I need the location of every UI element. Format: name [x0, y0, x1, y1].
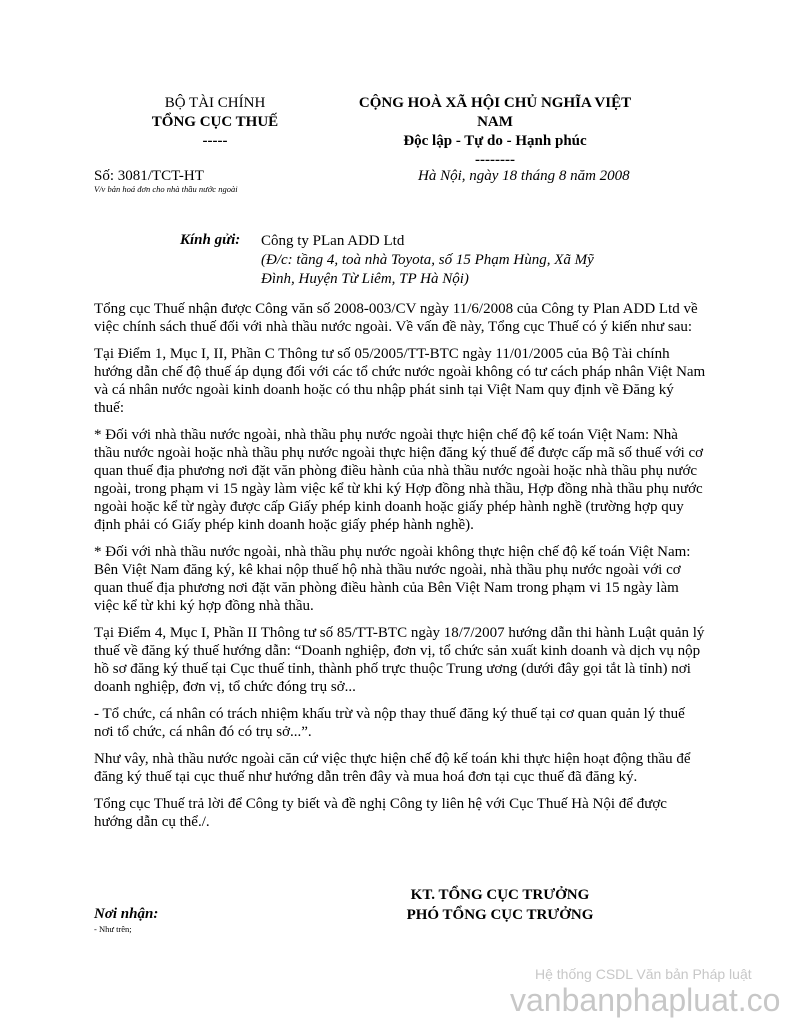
- recipients-item: - Như trên;: [94, 924, 132, 934]
- body-paragraph-conclusion: Như vây, nhà thầu nước ngoài căn cứ việc thực hiện chế độ kế toán khi thực hiện hoạt động thầu để đăng ký thuế tại cục thuế như hướng dẫn trên đây và mua hoá đơn tại cục thuế đã đăng ký.: [94, 751, 691, 785]
- body-paragraph-intro: Tổng cục Thuế nhận được Công văn số 2008-003/CV ngày 11/6/2008 của Công ty Plan ADD Ltd về việc chính sách thuế đối với nhà thầu nước ngoài. Về vấn đề này, Tổng cục Thuế có ý kiến như sau:: [94, 301, 698, 335]
- country-name-line2: NAM: [477, 114, 513, 130]
- recipient-label: Kính gửi:: [180, 232, 241, 248]
- body-paragraph-non-vas-contractors: * Đối với nhà thầu nước ngoài, nhà thầu phụ nước ngoài không thực hiện chế độ kế toán Việt Nam: Bên Việt Nam đăng ký, kê khai nộp thuế hộ nhà thầu nước ngoài, nhà thầu phụ nước ngoài với cơ quan thuế địa phương nơi đặt văn phòng điều hành của Bên Việt Nam trong phạm vi 15 ngày làm việc kể từ khi ký hợp đồng nhà thầu.: [94, 544, 691, 614]
- document-number: Số: 3081/TCT-HT: [94, 168, 204, 184]
- recipient-block: [261, 232, 621, 289]
- body-paragraph-vas-contractors: * Đối với nhà thầu nước ngoài, nhà thầu phụ nước ngoài thực hiện chế độ kế toán Việt Nam: Nhà thầu nước ngoài hoặc nhà thầu phụ nước ngoài thực hiện đăng ký thuế để được cấp mã số thuế với cơ quan thuế địa phương nơi đặt văn phòng điều hành của nhà thầu nước ngoài hoặc nhà thầu phụ nước ngoài, trong phạm vi 15 ngày làm việc kể từ khi ký Hợp đồng nhà thầu, Hợp đồng nhà thầu phụ nước ngoài hoặc kể từ ngày được cấp Giấy phép kinh doanh hoặc giấy phép hành nghề (trường hợp quy định phải có Giấy phép kinh doanh hoặc giấy phép hành nghề).: [94, 427, 704, 533]
- national-motto: Độc lập - Tự do - Hạnh phúc: [403, 133, 587, 149]
- ministry-name: BỘ TÀI CHÍNH: [164, 95, 266, 111]
- recipient-address: (Đ/c: tầng 4, toà nhà Toyota, số 15 Phạm Hùng, Xã Mỹ Đình, Huyện Từ Liêm, TP Hà Nội): [261, 252, 594, 287]
- body-paragraph-withholding: - Tổ chức, cá nhân có trách nhiệm khấu trừ và nộp thay thuế đăng ký thuế tại cơ quan quản lý thuế nơi tổ chức, cá nhân đó có trụ sở...”.: [94, 706, 685, 740]
- watermark-caption: Hệ thống CSDL Văn bản Pháp luật: [535, 966, 752, 982]
- recipients-label: Nơi nhận:: [94, 906, 159, 922]
- body-paragraph-closing: Tổng cục Thuế trả lời để Công ty biết và đề nghị Công ty liên hệ với Cục Thuế Hà Nội để được hướng dẫn cụ thể./.: [94, 796, 667, 830]
- national-header: [330, 94, 660, 170]
- signer-title-line1: KT. TỔNG CỤC TRƯỞNG: [410, 887, 590, 903]
- body-paragraph-circular-05: Tại Điểm 1, Mục I, II, Phần C Thông tư số 05/2005/TT-BTC ngày 11/01/2005 của Bộ Tài chính hướng dẫn chế độ thuế áp dụng đối với các tổ chức nước ngoài không có tư cách pháp nhân Việt Nam và cá nhân nước ngoài kinh doanh hoặc có thu nhập phát sinh tại Việt Nam quy định về Đăng ký thuế:: [94, 346, 706, 416]
- signer-title-line2: PHÓ TỔNG CỤC TRƯỞNG: [406, 907, 594, 923]
- motto-separator: --------: [475, 152, 515, 168]
- issuer-separator: -----: [202, 133, 228, 149]
- signature-block: [380, 885, 620, 925]
- country-name-line1: CỘNG HOÀ XÃ HỘI CHỦ NGHĨA VIỆT: [358, 95, 632, 111]
- letter-body: [94, 300, 706, 840]
- department-name: TỔNG CỤC THUẾ: [151, 114, 279, 130]
- recipient-name: Công ty PLan ADD Ltd: [261, 233, 405, 249]
- watermark-site: vanbanphapluat.co: [510, 982, 781, 1018]
- issuer-block: [110, 94, 320, 151]
- body-paragraph-circular-85: Tại Điểm 4, Mục I, Phần II Thông tư số 85/TT-BTC ngày 18/7/2007 hướng dẫn thi hành Luật quản lý thuế về đăng ký thuế hướng dẫn: “Doanh nghiệp, đơn vị, tổ chức sản xuất kinh doanh và dịch vụ nộp hồ sơ đăng ký thuế tại Cục thuế tỉnh, thành phố trực thuộc Trung ương (dưới đây gọi tắt là tỉnh) nơi doanh nghiệp, đơn vị, tổ chức đóng trụ sở...: [94, 625, 705, 695]
- document-subject: V/v bản hoá đơn cho nhà thầu nước ngoài: [94, 184, 238, 194]
- document-date: Hà Nội, ngày 18 tháng 8 năm 2008: [418, 168, 630, 184]
